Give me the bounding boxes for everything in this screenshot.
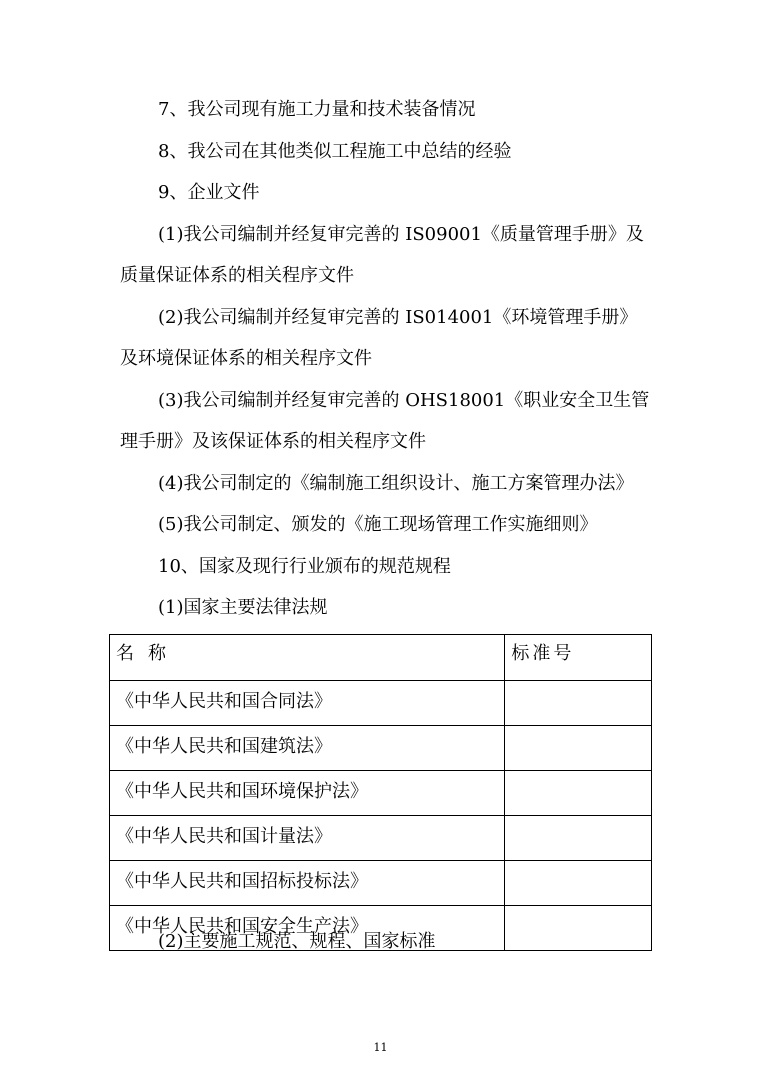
page-number: 11: [373, 1041, 388, 1054]
table-row: [110, 861, 652, 906]
standards-heading: (2)主要施工规范、规程、国家标准: [158, 931, 436, 952]
doc-1-line-2: 质量保证体系的相关程序文件: [120, 265, 354, 286]
header-standard-no: 标准号: [505, 635, 652, 681]
table-header-row: [110, 635, 652, 681]
doc-1-line-1: (1)我公司编制并经复审完善的 IS09001《质量管理手册》及: [158, 224, 644, 245]
item-10-heading: 10、国家及现行行业颁布的规范规程: [158, 556, 451, 577]
law-name: 《中华人民共和国合同法》: [110, 681, 505, 726]
doc-5: (5)我公司制定、颁发的《施工现场管理工作实施细则》: [158, 514, 598, 535]
item-8: 8、我公司在其他类似工程施工中总结的经验: [158, 141, 512, 162]
law-standard-no: [505, 861, 652, 906]
doc-3-line-2: 理手册》及该保证体系的相关程序文件: [120, 431, 426, 452]
law-standard-no: [505, 726, 652, 771]
law-name: 《中华人民共和国计量法》: [110, 816, 505, 861]
table-row: [110, 726, 652, 771]
law-name: 《中华人民共和国招标投标法》: [110, 861, 505, 906]
law-standard-no: [505, 681, 652, 726]
law-standard-no: [505, 906, 652, 951]
doc-2-line-2: 及环境保证体系的相关程序文件: [120, 348, 372, 369]
law-standard-no: [505, 771, 652, 816]
laws-heading: (1)国家主要法律法规: [158, 597, 328, 618]
item-7: 7、我公司现有施工力量和技术装备情况: [158, 99, 476, 120]
laws-table: [109, 634, 652, 951]
law-standard-no: [505, 816, 652, 861]
law-name: 《中华人民共和国安全生产法》: [110, 906, 505, 951]
table-row: [110, 816, 652, 861]
header-name: 名称: [110, 635, 505, 681]
table-row: [110, 771, 652, 816]
doc-2-line-1: (2)我公司编制并经复审完善的 IS014001《环境管理手册》: [158, 307, 638, 328]
law-name: 《中华人民共和国环境保护法》: [110, 771, 505, 816]
doc-4: (4)我公司制定的《编制施工组织设计、施工方案管理办法》: [158, 473, 634, 494]
table-row: [110, 681, 652, 726]
law-name: 《中华人民共和国建筑法》: [110, 726, 505, 771]
doc-3-line-1: (3)我公司编制并经复审完善的 OHS18001《职业安全卫生管: [158, 390, 650, 411]
item-9-heading: 9、企业文件: [158, 182, 260, 203]
